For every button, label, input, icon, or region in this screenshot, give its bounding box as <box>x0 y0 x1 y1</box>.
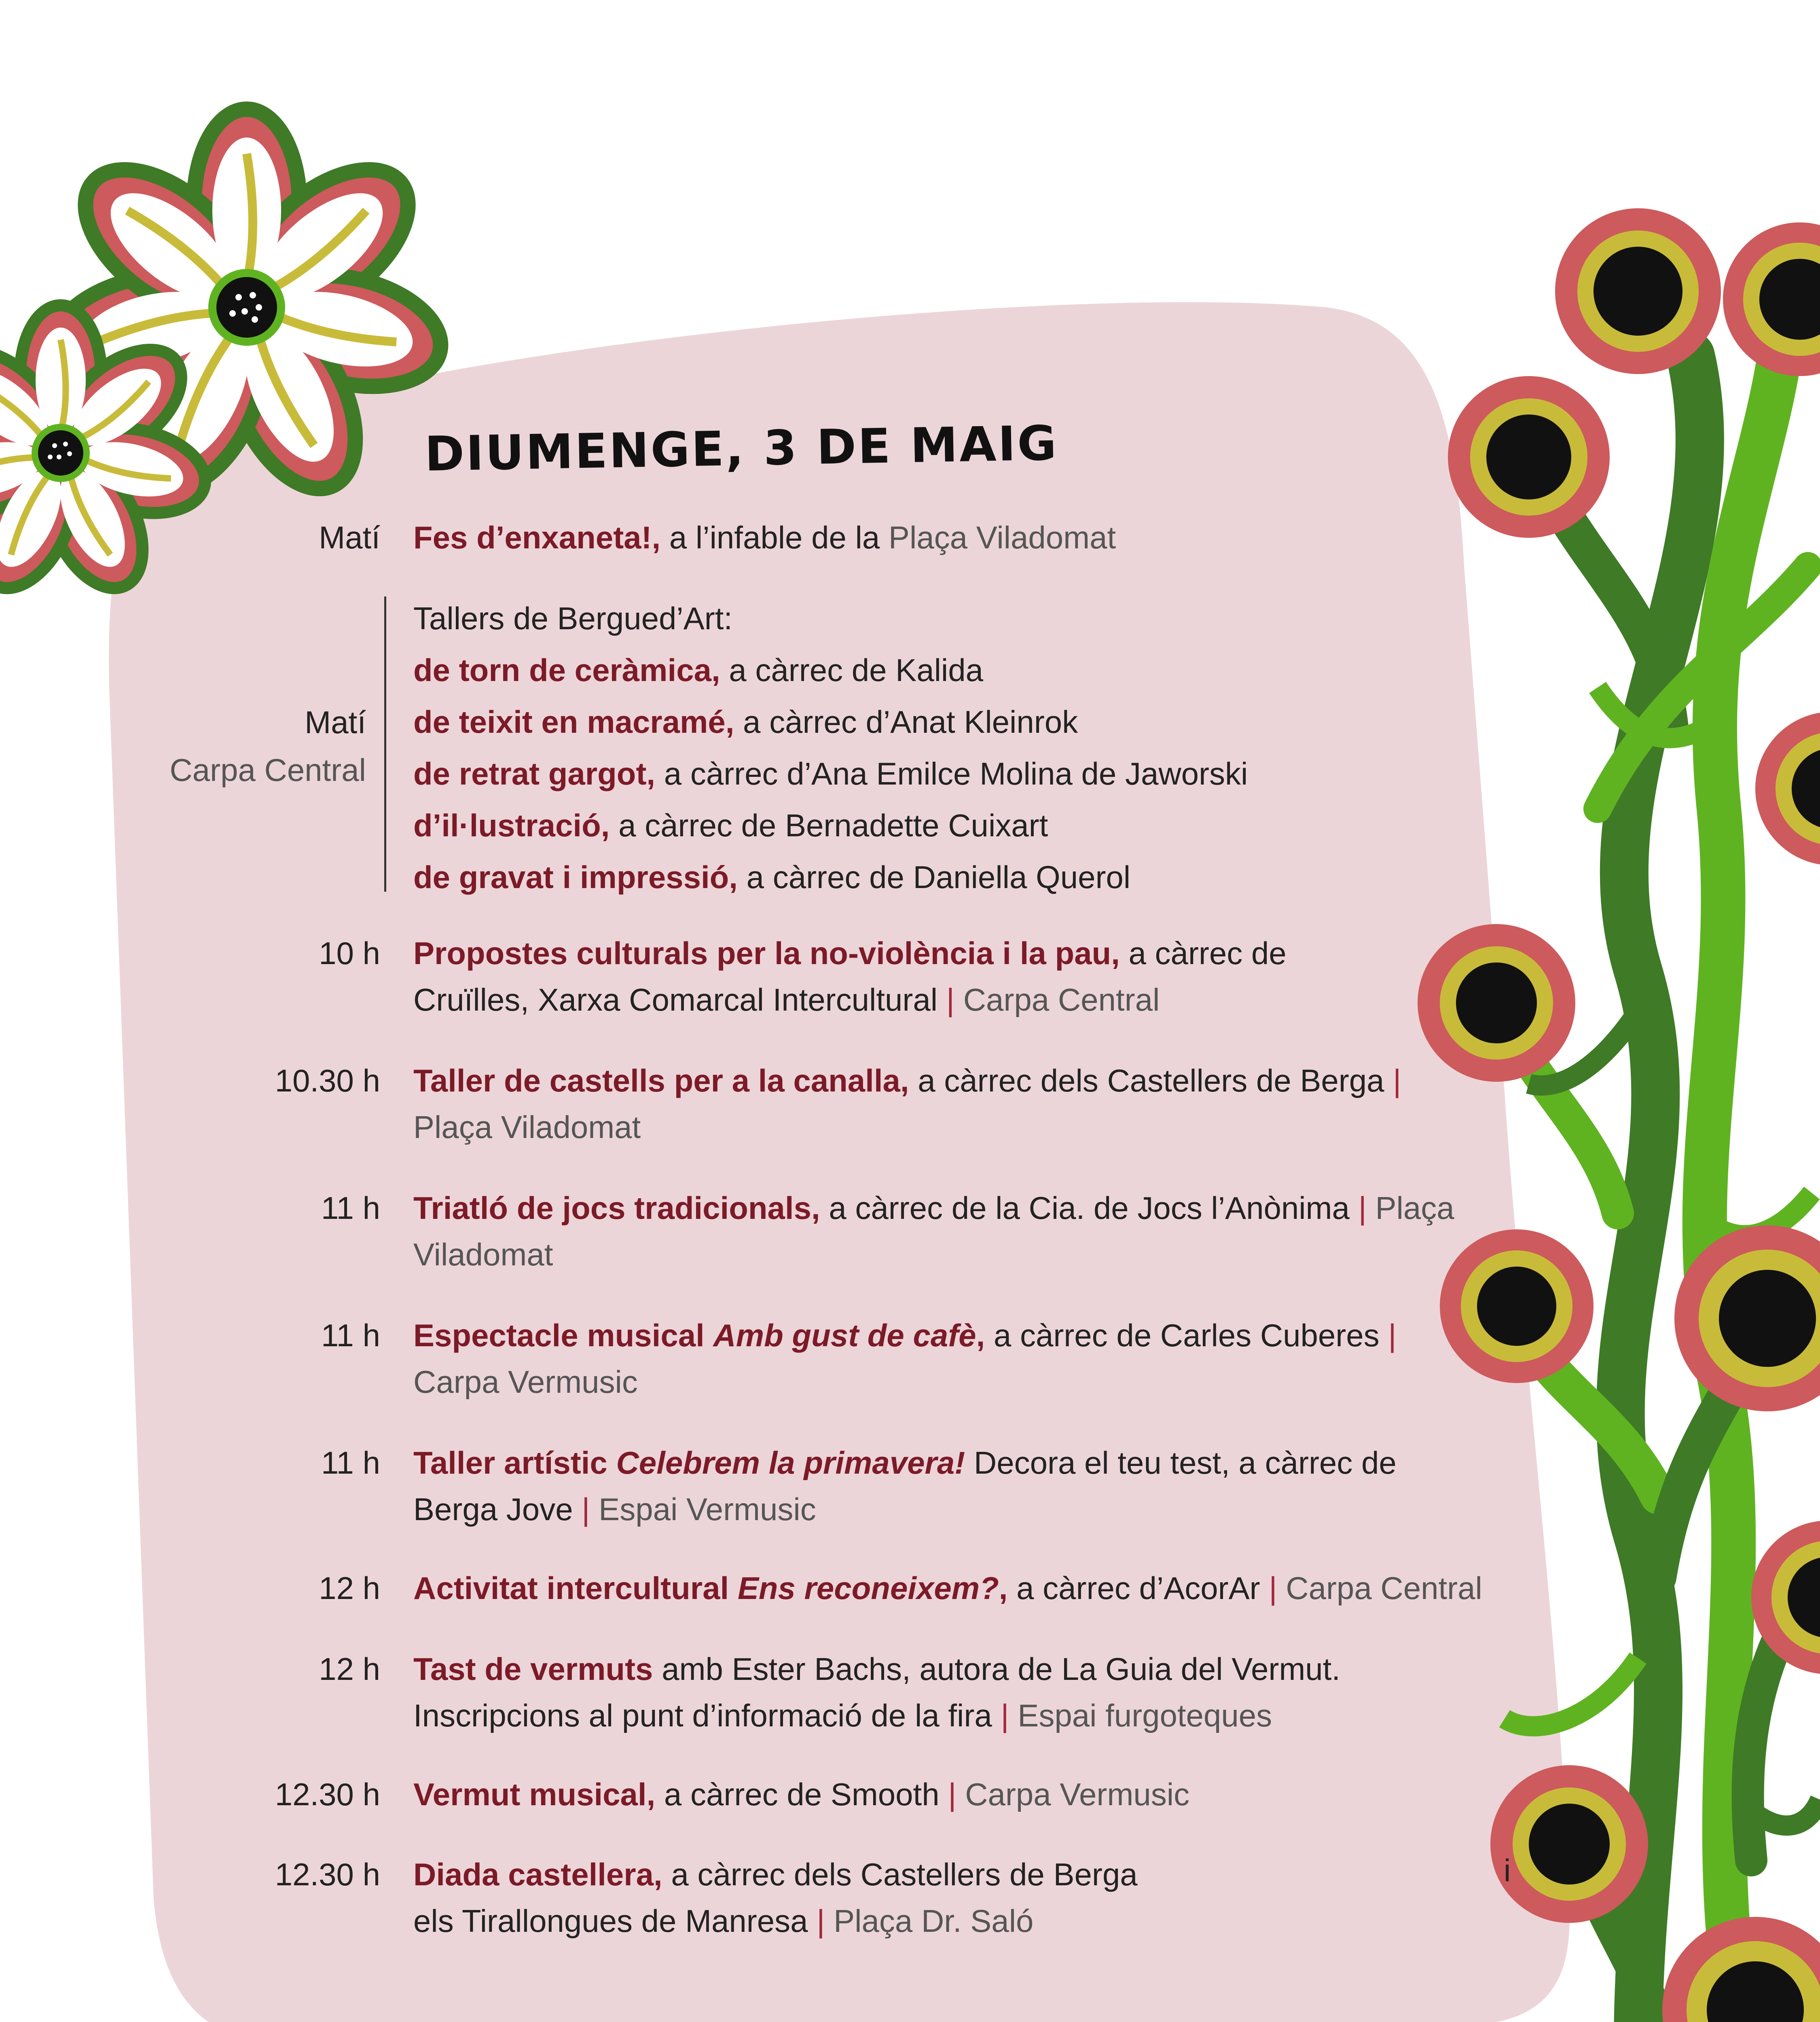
poppy-icon <box>1490 1765 1648 1923</box>
event-place: Carpa Central <box>169 752 366 788</box>
list-item: de torn de ceràmica, a càrrec de Kalida <box>413 652 983 688</box>
poppy-icon <box>1448 376 1610 538</box>
event-time: 11 h <box>321 1318 380 1353</box>
event-description: Espectacle musical Amb gust de cafè, a càrrec de Carles Cuberes | Carpa Vermusic <box>413 1318 1397 1400</box>
event-description: Triatló de jocs tradicionals, a càrrec de la Cia. de Jocs l’Anònima | Plaça Viladomat <box>413 1190 1454 1272</box>
list-item: de teixit en macramé, a càrrec d’Anat Kleinrok <box>413 704 1078 740</box>
page-title: DIUMENGE, 3 DE MAIG <box>424 415 1059 482</box>
event-time: 12.30 h <box>275 1857 380 1892</box>
event-time: 12 h <box>319 1570 380 1606</box>
stray-text: i <box>1504 1853 1511 1888</box>
divider-line <box>384 596 386 892</box>
event-description: Taller artístic Celebrem la primavera! Decora el teu test, a càrrec de Berga Jove | Espai Vermusic <box>413 1445 1397 1527</box>
event-time: Matí <box>305 704 366 740</box>
event-time: 11 h <box>321 1445 380 1481</box>
event-description: Diada castellera, a càrrec dels Castellers de Berga els Tirallongues de Manresa | Plaça Dr. Saló <box>413 1857 1138 1939</box>
tallers-list <box>413 592 1485 903</box>
event-description: Tast de vermuts amb Ester Bachs, autora de La Guia del Vermut. Inscripcions al punt d’informació de la fira | Espai furgoteques <box>413 1651 1341 1733</box>
event-description: Vermut musical, a càrrec de Smooth | Carpa Vermusic <box>413 1777 1190 1812</box>
poppy-icon <box>1662 1917 1820 2022</box>
event-description: Taller de castells per a la canalla, a càrrec dels Castellers de Berga | Plaça Viladomat <box>413 1063 1401 1145</box>
tallers-heading: Tallers de Bergued’Art: <box>413 601 733 636</box>
event-description: Propostes culturals per la no-violència i la pau, a càrrec de Cruïlles, Xarxa Comarcal Intercultural | Carpa Central <box>413 935 1287 1017</box>
event-time: 12 h <box>319 1651 380 1687</box>
event-description: Fes d’enxaneta!, a l’infable de la Plaça Viladomat <box>413 520 1116 555</box>
poppy-icon <box>1555 208 1721 374</box>
event-title: Fes d’enxaneta!, <box>413 520 661 555</box>
tallers-label <box>83 698 366 794</box>
list-item: de retrat gargot, a càrrec d’Ana Emilce Molina de Jaworski <box>413 756 1248 791</box>
list-item: d’il·lustració, a càrrec de Bernadette Cuixart <box>413 808 1048 843</box>
event-place: Plaça Viladomat <box>888 520 1116 555</box>
event-time: 12.30 h <box>275 1777 380 1812</box>
poppy-icon <box>1755 712 1820 865</box>
poppy-icon <box>1723 222 1820 376</box>
event-description: Activitat intercultural Ens reconeixem?, a càrrec d’AcorAr | Carpa Central <box>413 1570 1482 1606</box>
event-time: 10.30 h <box>275 1063 380 1098</box>
event-time: 11 h <box>321 1190 380 1226</box>
event-time: Matí <box>319 520 380 555</box>
event-time: 10 h <box>319 935 380 971</box>
list-item: de gravat i impressió, a càrrec de Daniella Querol <box>413 859 1131 895</box>
